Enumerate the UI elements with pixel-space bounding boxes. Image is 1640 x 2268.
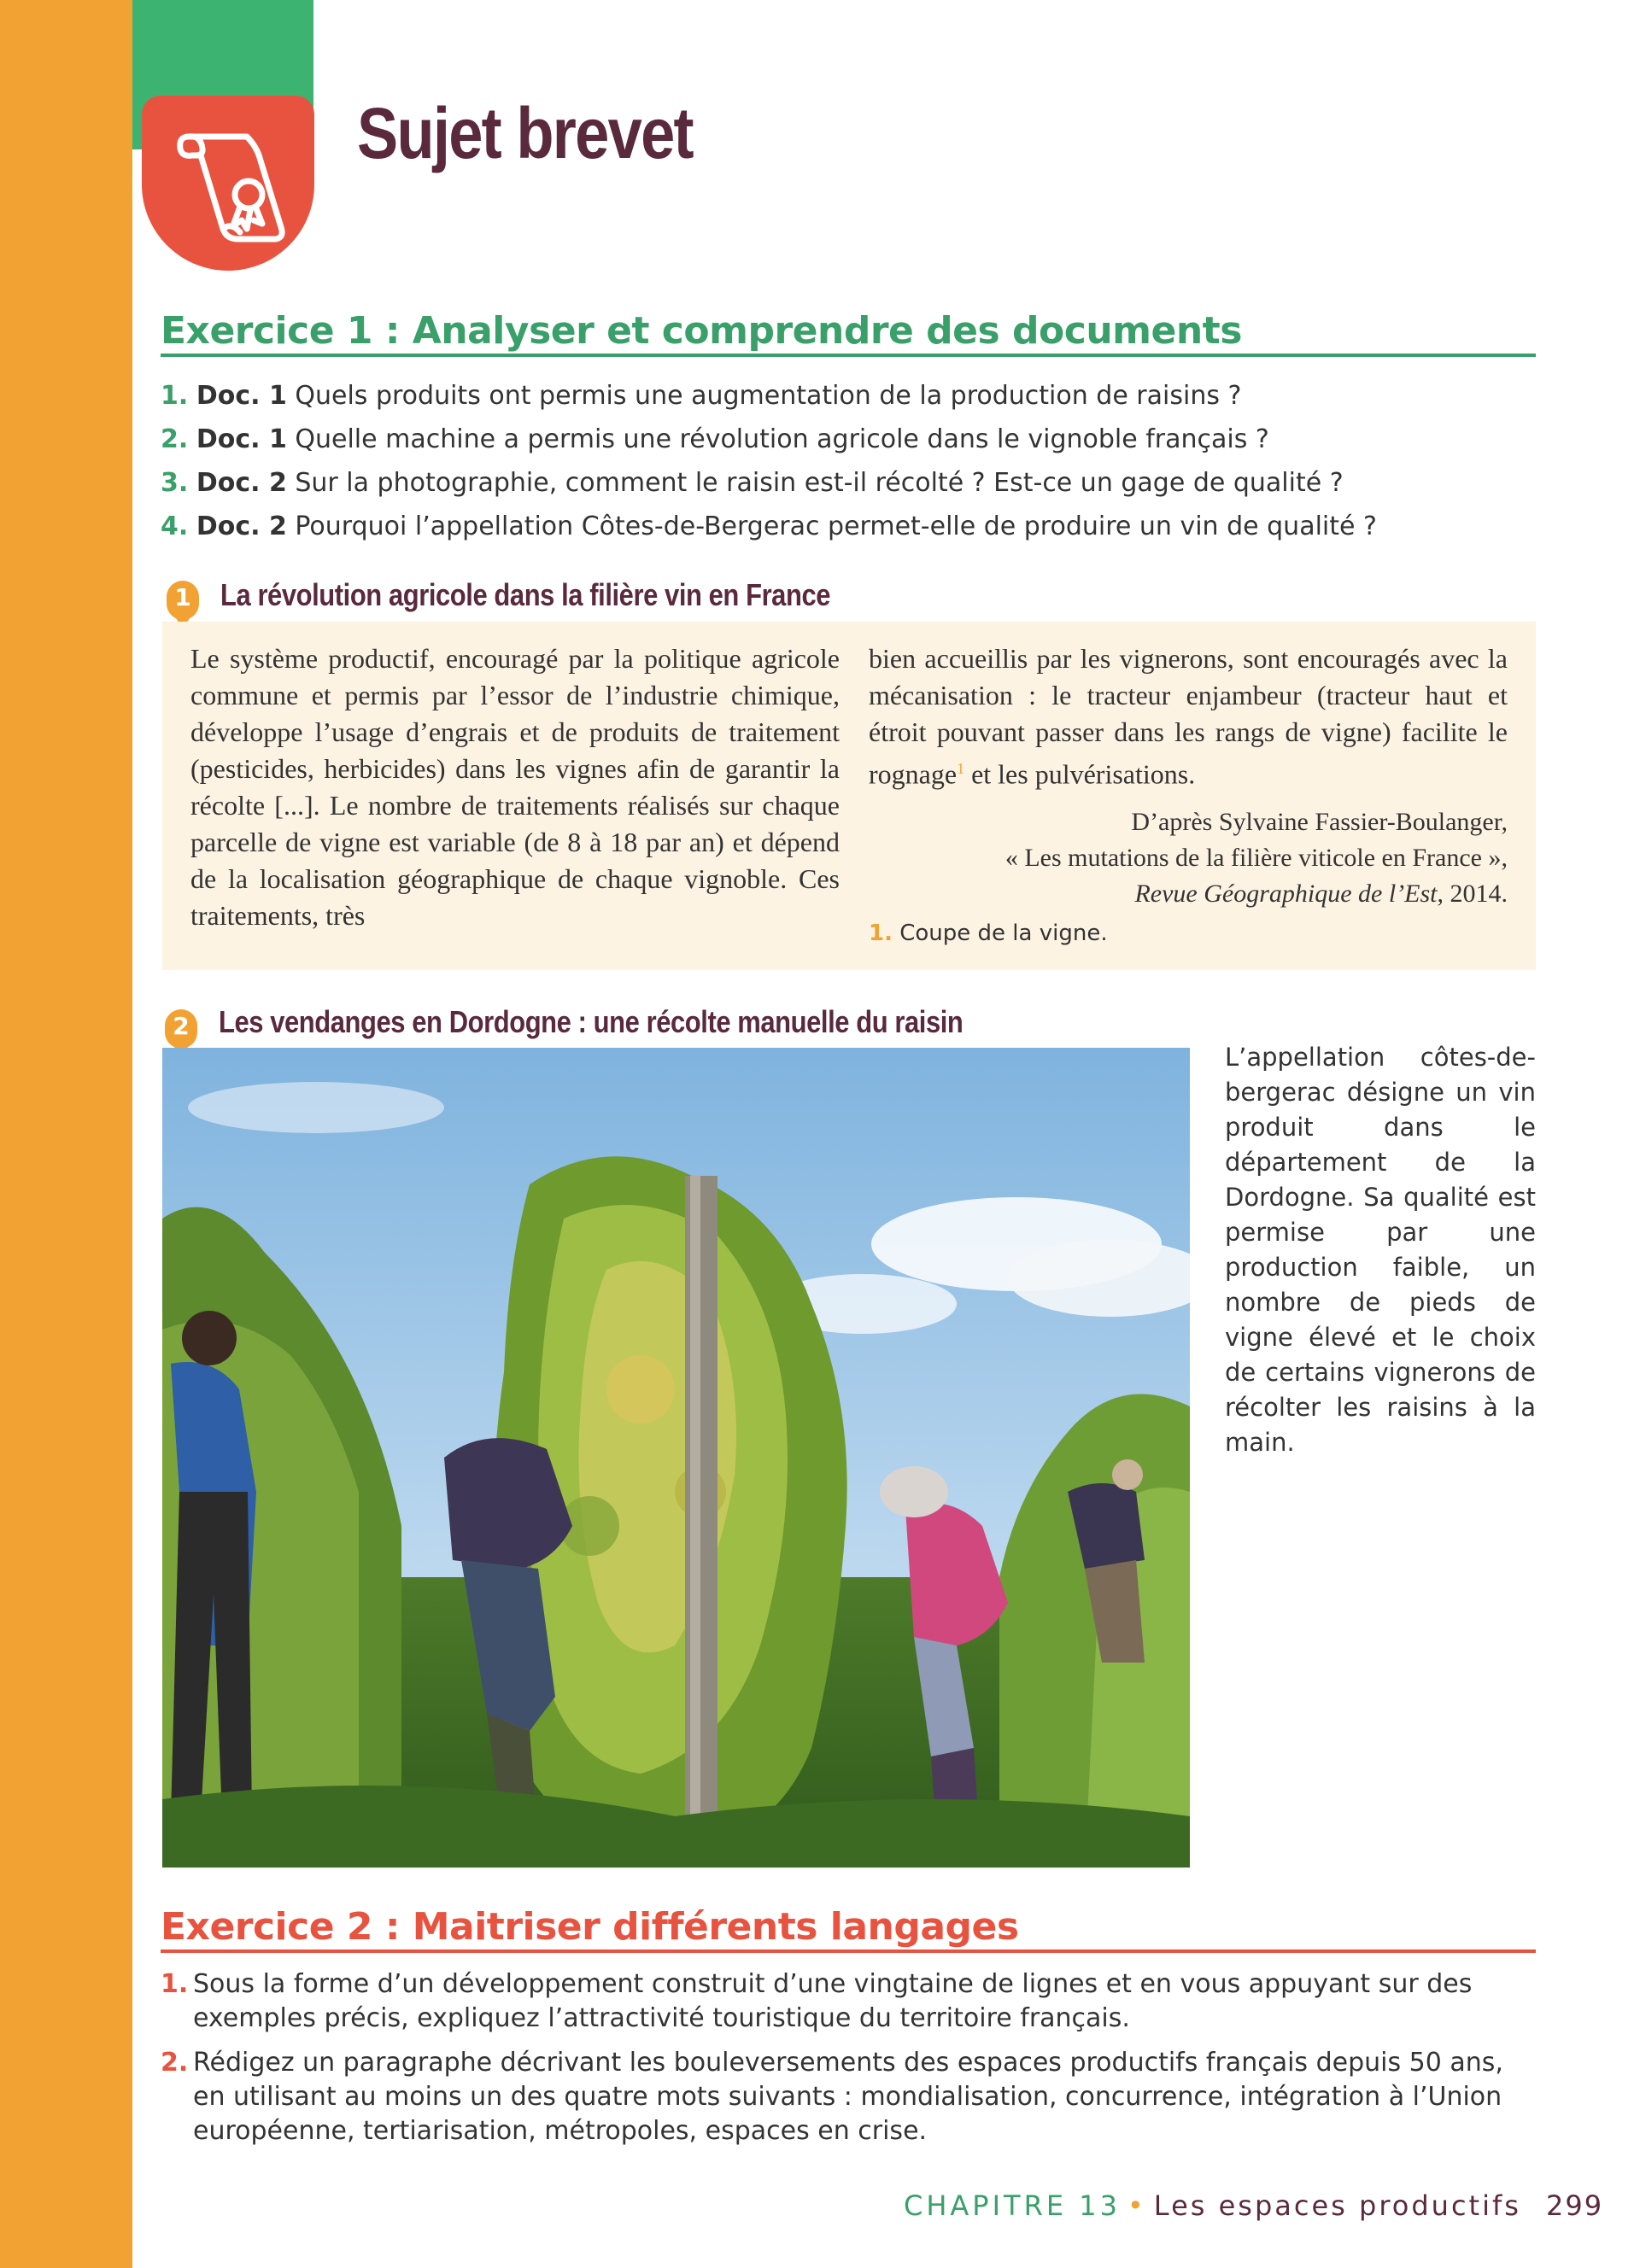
vineyard-harvest-photo	[162, 1048, 1190, 1868]
source-article: « Les mutations de la filière viticole en France »,	[1004, 844, 1508, 872]
doc1-footnote	[869, 921, 1108, 946]
question-number: 3.	[161, 468, 189, 498]
question-number: 2.	[161, 424, 189, 454]
certificate-scroll-icon	[172, 120, 287, 248]
doc1-title: La révolution agricole dans la filière vin en France	[220, 577, 831, 612]
left-margin-band	[0, 0, 132, 2268]
question-text: Pourquoi l’appellation Côtes-de-Bergerac permet-elle de produire un vin de qualité ?	[286, 511, 1377, 541]
exercise1-rule	[161, 354, 1536, 357]
doc2-number-badge: 2	[165, 1009, 197, 1049]
footer-subject: Les espaces productifs	[1153, 2189, 1521, 2222]
doc2-caption: L’appellation côtes-de-bergerac désigne un vin produit dans le département de la Dordogne. Sa qualité est permise par une production faible, un nombre de pieds de vigne élevé et le choix de certains vignerons de récolter les raisins à la main.	[1225, 1043, 1536, 1457]
header-badge	[142, 96, 314, 271]
question-text: Sur la photographie, comment le raisin est-il récolté ? Est-ce un gage de qualité ?	[286, 468, 1344, 498]
page-number: 299	[1546, 2189, 1604, 2222]
doc1-text-right-end: et les pulvérisations.	[964, 758, 1196, 790]
doc2-title: Les vendanges en Dordogne : une récolte manuelle du raisin	[219, 1004, 964, 1039]
footnote-number: 1.	[869, 921, 893, 946]
doc1-text-box	[162, 622, 1536, 970]
exercise2-heading: Exercice 2 : Maitriser différents langages	[161, 1905, 1019, 1949]
exercise2-item-text: Rédigez un paragraphe décrivant les bouleversements des espaces productifs français depuis 50 ans, en utilisant au moins un des quatre mots suivants : mondialisation, concurrence, intégration à l’Union européenne, tertiarisation, métropoles, espaces en crise.	[193, 2048, 1503, 2146]
doc1-text-right-main: bien accueillis par les vignerons, sont encouragés avec la mécanisation : le tracteur enjambeur (tracteur haut et étroit pouvant passer dans les rangs de vigne) facilite le rognage	[869, 643, 1508, 790]
exercise2-item-text: Sous la forme d’un développement construit d’une vingtaine de lignes et en vous appuyant sur des exemples précis, expliquez l’attractivité touristique du territoire français.	[193, 1969, 1473, 2033]
exercise1-questions	[161, 379, 1536, 553]
source-journal: Revue Géographique de l’Est	[1134, 880, 1438, 908]
footnote-text: Coupe de la vigne.	[892, 921, 1108, 946]
source-author: D’après Sylvaine Fassier-Boulanger,	[1131, 808, 1508, 836]
footer-bullet: •	[1127, 2189, 1147, 2222]
question-item	[161, 466, 1536, 510]
source-year: , 2014.	[1437, 880, 1508, 908]
doc1-text-left: Le système productif, encouragé par la politique agricole commune et permis par l’essor de l’industrie chimique, développe l’usage d’engrais et de produits de traitement (pesticides, herbicides) dans les vignes afin de garantir la récolte [...]. Le nombre de traitements réalisés sur chaque parcelle de vigne est variable (de 8 à 18 par an) et dépend de la localisation géographique de chaque vignoble. Ces traitements, très	[190, 643, 840, 931]
question-item	[161, 423, 1536, 466]
question-doc-ref: Doc. 2	[196, 511, 287, 541]
source-publication	[869, 876, 1508, 912]
footer-chapter: CHAPITRE 13	[904, 2189, 1121, 2222]
exercise2-item-number: 1.	[161, 1969, 189, 1999]
question-text: Quelle machine a permis une révolution agricole dans le vignoble français ?	[286, 424, 1269, 454]
page-footer	[904, 2189, 1521, 2222]
exercise2-item	[161, 2046, 1536, 2148]
doc1-source	[869, 804, 1508, 912]
question-doc-ref: Doc. 2	[196, 468, 287, 498]
question-item	[161, 510, 1536, 553]
question-number: 1.	[161, 381, 189, 411]
exercise2-item	[161, 1967, 1536, 2036]
doc1-text-right	[869, 640, 1508, 793]
question-item	[161, 379, 1536, 423]
question-doc-ref: Doc. 1	[196, 381, 287, 411]
exercise2-items	[161, 1967, 1536, 2159]
question-doc-ref: Doc. 1	[196, 424, 287, 454]
page-title: Sujet brevet	[357, 93, 693, 173]
question-text: Quels produits ont permis une augmentation de la production de raisins ?	[286, 381, 1242, 411]
exercise1-heading: Exercice 1 : Analyser et comprendre des documents	[161, 309, 1242, 353]
footnote-marker: 1	[957, 760, 965, 777]
question-number: 4.	[161, 511, 189, 541]
exercise2-item-number: 2.	[161, 2048, 189, 2078]
doc1-number-badge: 1	[167, 581, 199, 620]
exercise2-rule	[161, 1949, 1536, 1953]
